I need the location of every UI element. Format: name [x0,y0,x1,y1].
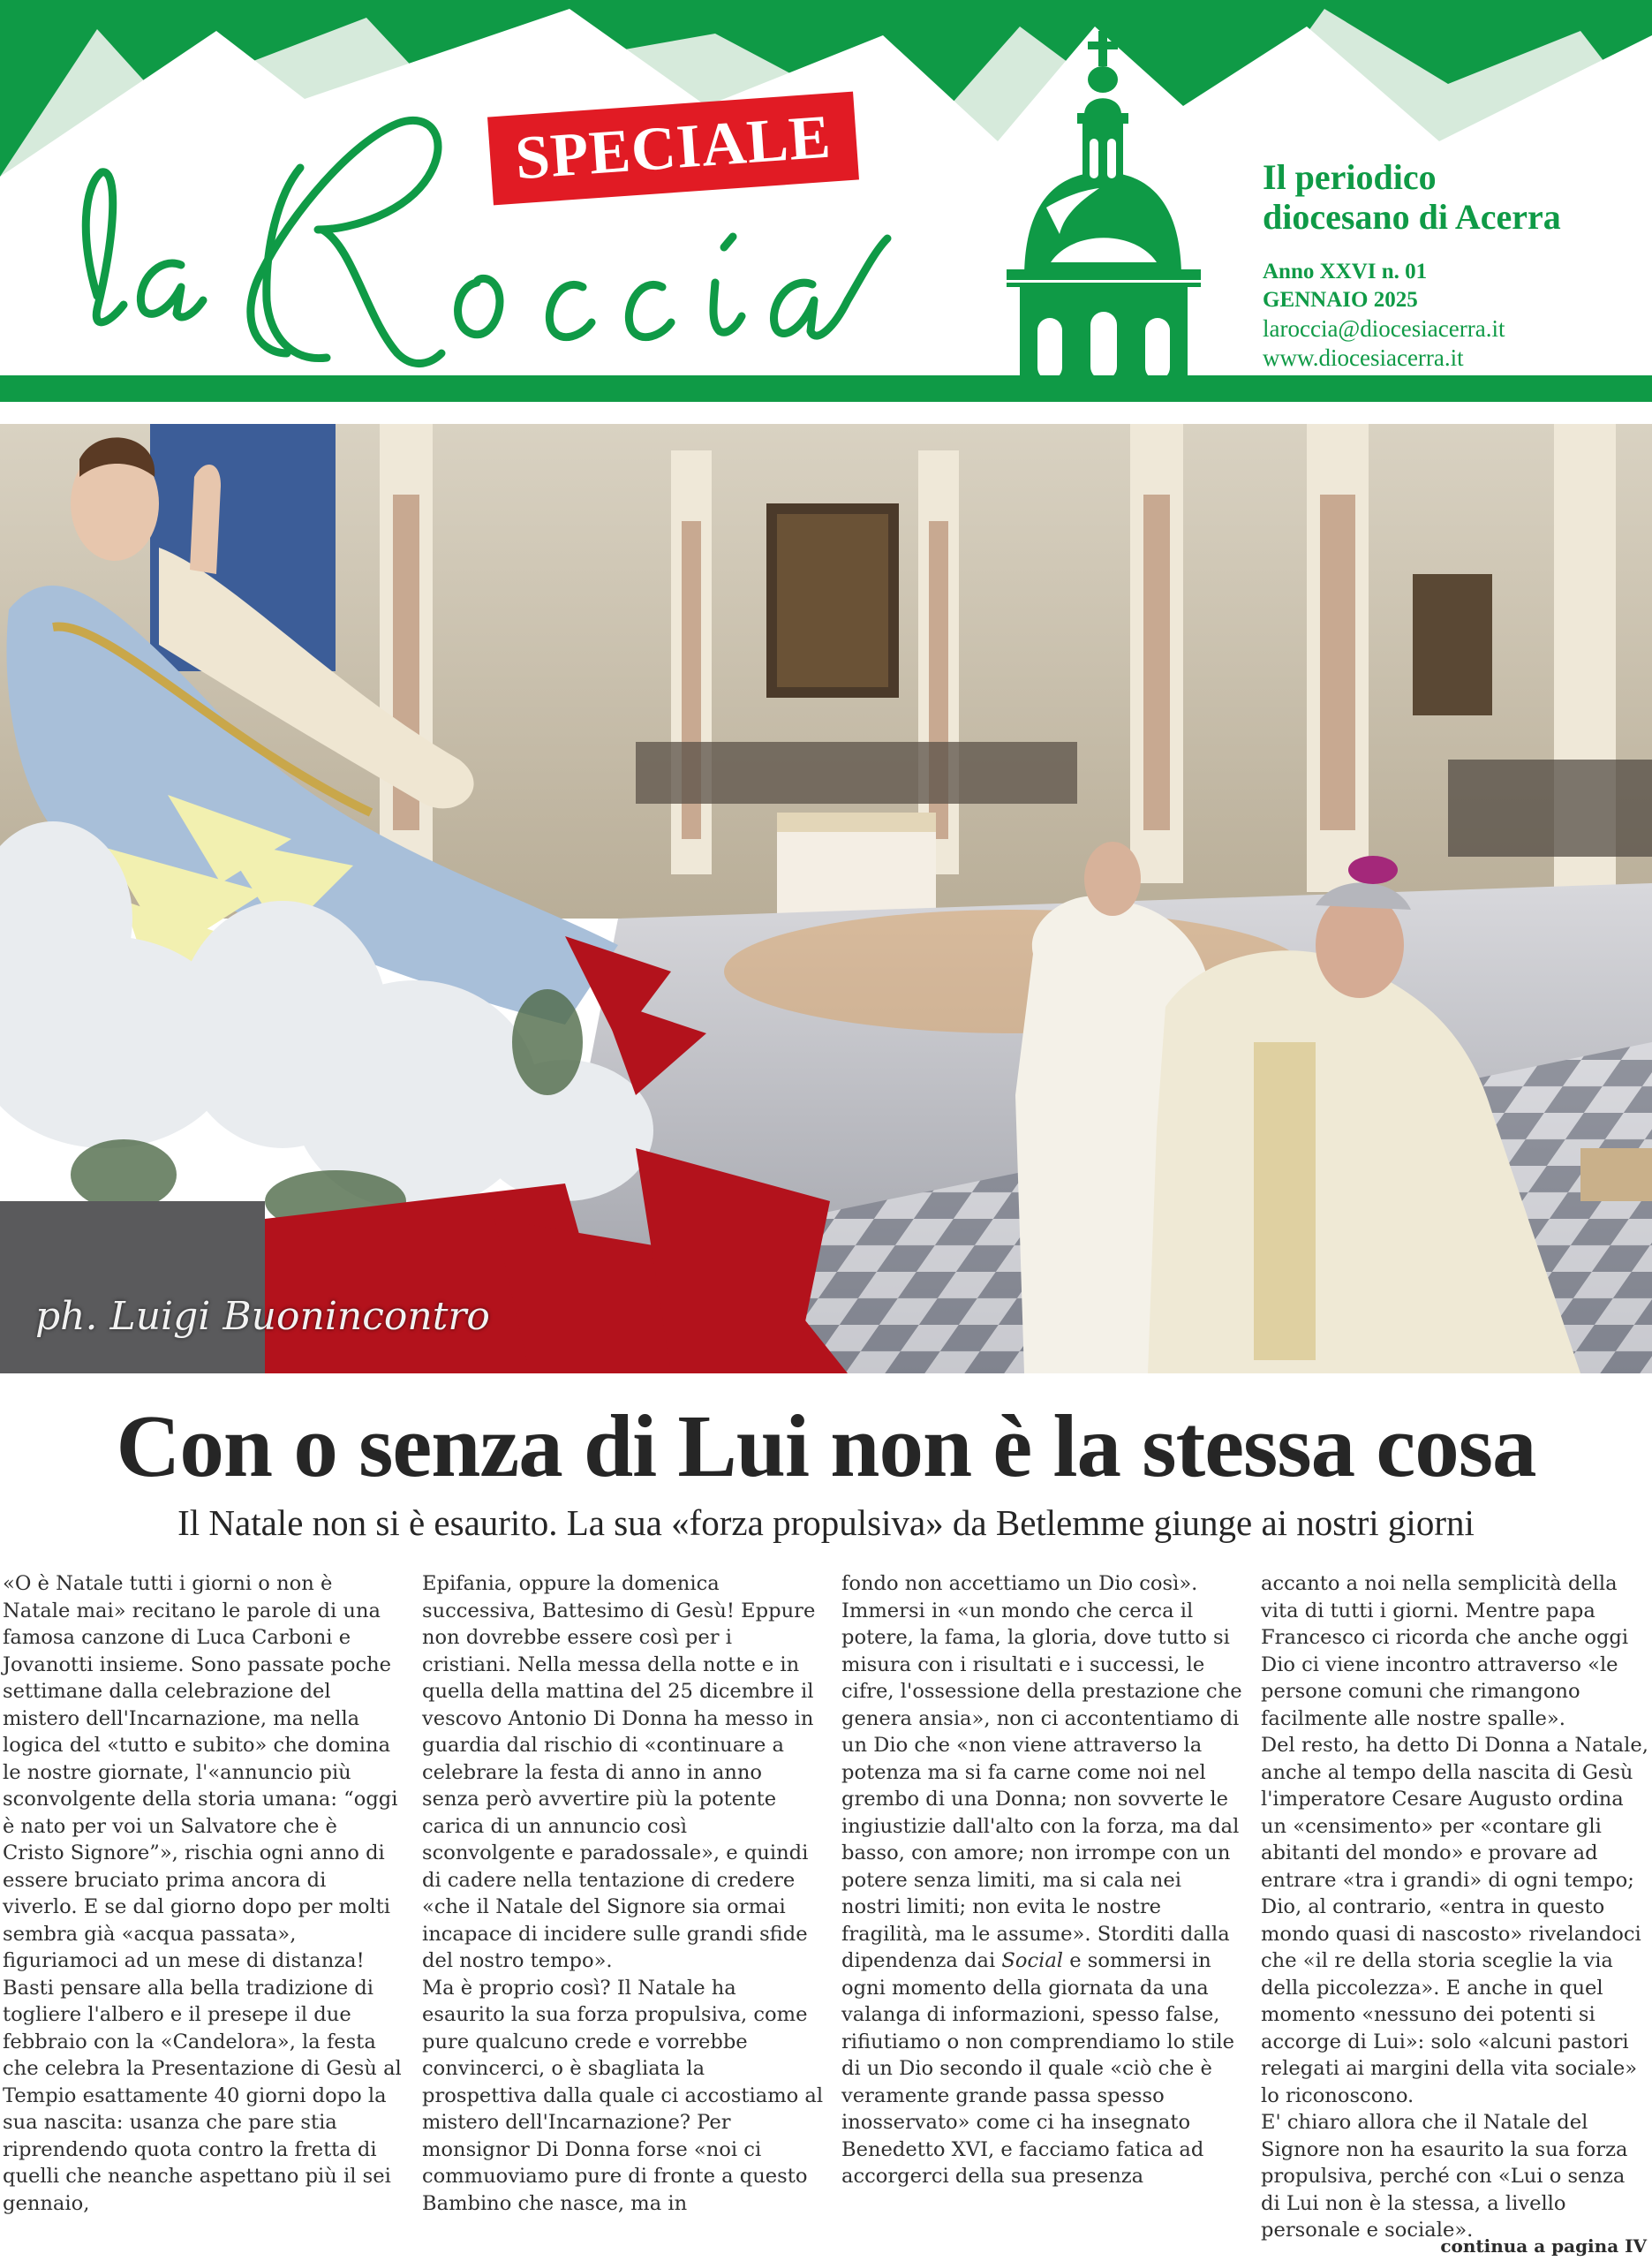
paragraph: accanto a noi nella semplicità della vita di tutti i giorni. Mentre papa Francesco ci ricorda che anche oggi Dio ci viene incontro attraverso «le persone comuni che rimangono facilmente alle nostre spalle». [1261,1572,1629,1730]
email-link[interactable]: laroccia@diocesiacerra.it [1263,315,1505,342]
article-headline: Con o senza di Lui non è la stessa cosa [116,1396,1536,1495]
photo-credit: ph. Luigi Buonincontro [35,1294,490,1339]
paragraph: Del resto, ha detto Di Donna a Natale, anche al tempo della nascita di Gesù l'imperatore Cesare Augusto ordina un «censimento» per «contare gli abitanti del mondo» e provare ad entrare «tra i grandi» di ogni tempo; Dio, al contrario, «entra in questo mondo quasi di nascosto» rivelandoci che «il re della storia sceglie la via della piccolezza». E anche in quel momento «nessuno dei potenti si accorge di Lui»: solo «alcuni pastori relegati ai margini della vita sociale» lo riconoscono. [1261,1734,1648,2107]
article-column-1 [3,1570,404,2217]
tagline-line-2: diocesano di Acerra [1263,197,1561,237]
church-interior-photo [0,424,1652,1373]
text-run: fondo non accettiamo un Dio così». Immersi in «un mondo che cerca il potere, la fama, la gloria, dove tutto si misura con i risultati e i successi, le cifre, l'ossessione della prestazione che genera ansia», non ci accontentiamo di un Dio che «non viene attraverso la potenza ma si fa carne come noi nel grembo di una Donna; non sovverte le ingiustizie dall'alto con la forza, ma dal basso, con amore; non irrompe con un potere senza limiti, ma si cala nei nostri limiti; non evita le nostre fragilità, ma le assume». Storditi dalla dipendenza dai [841,1572,1242,1972]
cover-photo [0,424,1652,1373]
text-run: e sommersi in ogni momento della giornata da una valanga di informazioni, spesso false, rifiutiamo o non comprendiamo lo stile di un Dio secondo il quale «ciò che è veramente grande passa spesso inosservato» come ci ha insegnato Benedetto XVI, e facciamo fatica ad accorgerci della sua presenza [841,1949,1235,2188]
article-subheadline: Il Natale non si è esaurito. La sua «forza propulsiva» da Betlemme giunge ai nostri giorni [177,1502,1475,1543]
paragraph: Ma è proprio così? Il Natale ha esaurito la sua forza propulsiva, come pure qualcuno crede e vorrebbe convincerci, o è sbagliata la prospettiva dalla quale ci accostiamo al mistero dell'Incarnazione? Per monsignor Di Donna forse «noi ci commuoviamo pure di fronte a questo Bambino che nasce, ma in [422,1976,824,2215]
speciale-label: SPECIALE [513,102,834,193]
article-column-2 [422,1570,824,2217]
paragraph [841,1570,1243,2190]
cathedral-dome-icon [989,31,1218,380]
italic-social: Social [1001,1949,1064,1972]
masthead [0,0,1652,406]
header-band [0,375,1652,402]
paragraph: Epifania, oppure la domenica successiva, Battesimo di Gesù! Eppure non dovrebbe essere così per i cristiani. Nella messa della notte e in quella della mattina del 25 dicembre il vescovo Antonio Di Donna ha messo in guardia dal rischio di «continuare a celebrare la festa di anno in anno senza però avvertire più la potente carica di un annuncio così sconvolgente e paradossale», e quindi di cadere nella tentazione di credere «che il Natale del Signore sia ormai incapace di incidere sulle grandi sfide del nostro tempo». [422,1572,816,1972]
paragraph: E' chiaro allora che il Natale del Signore non ha esaurito la sua forza propulsiva, perché con «Lui o senza di Lui non è la stessa, a livello personale e sociale». [1261,2111,1628,2242]
article-body [0,1570,1652,2242]
paragraph: «O è Natale tutti i giorni o non è Natale mai» recitano le parole di una famosa canzone di Luca Carboni e Jovanotti insieme. Sono passate poche settimane dalla celebrazione del mistero dell'Incarnazione, ma nella logica del «tutto e subito» che domina le nostre giornate, l'«annuncio più sconvolgente della storia umana: “oggi è nato per voi un Salvatore che è Cristo Signore”», rischia ogni anno di essere bruciato prima ancora di viverlo. E se dal giorno dopo per molti sembra già «acqua passata», figuriamoci ad un mese di distanza! [3,1572,398,1972]
issue-date: GENNAIO 2025 [1263,288,1418,312]
article-column-4 [1261,1570,1649,2244]
masthead-info [1263,157,1642,373]
tagline-line-1: Il periodico [1263,157,1437,197]
continued-on-page-link[interactable]: continua a pagina IV [1440,2235,1647,2257]
paragraph: Basti pensare alla bella tradizione di togliere l'albero e il presepe il due febbraio con la «Candelora», la festa che celebra la Presentazione di Gesù al Tempio esattamente 40 giorni dopo la sua nascita: usanza che pare stia riprendendo quota contro la fretta di quelli che neanche aspettano più il sei gennaio, [3,1976,402,2215]
website-link[interactable]: www.diocesiacerra.it [1263,344,1464,371]
article-column-3 [841,1570,1243,2190]
issue-number: Anno XXVI n. 01 [1263,260,1428,284]
